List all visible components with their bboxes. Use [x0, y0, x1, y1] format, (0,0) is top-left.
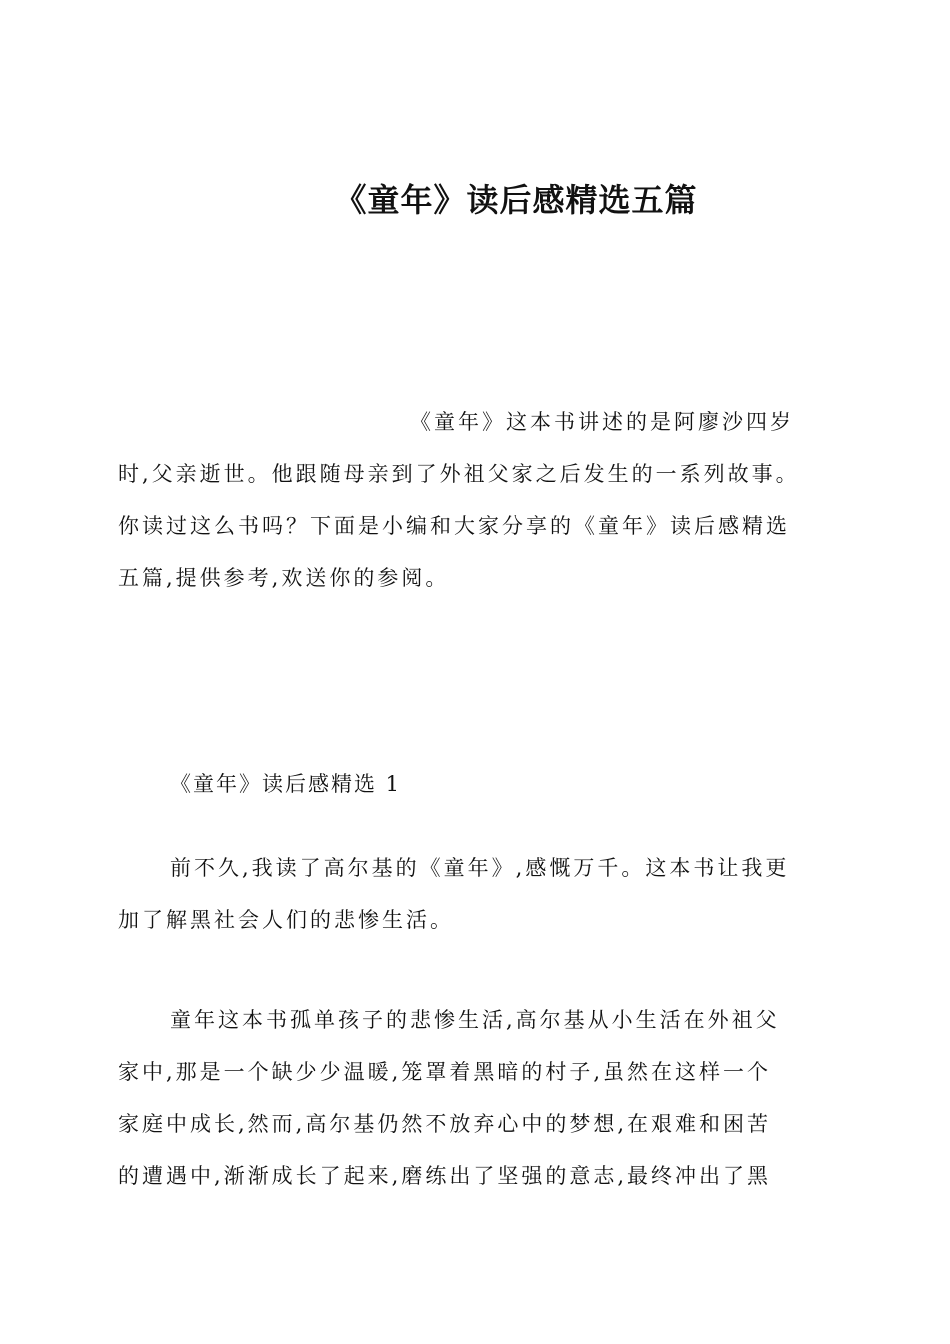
paragraph-line: 童年这本书孤单孩子的悲惨生活,高尔基从小生活在外祖父	[170, 1008, 780, 1032]
document-title: 《童年》读后感精选五篇	[334, 181, 698, 219]
paragraph-line: 家庭中成长,然而,高尔基仍然不放弃心中的梦想,在艰难和困苦	[118, 1112, 772, 1136]
paragraph-line: 家中,那是一个缺少少温暖,笼罩着黑暗的村子,虽然在这样一个	[118, 1060, 772, 1084]
intro-line: 五篇,提供参考,欢送你的参阅。	[118, 566, 450, 590]
body-paragraph-2	[118, 994, 834, 1202]
paragraph-line: 前不久,我读了高尔基的《童年》,感慨万千。这本书让我更	[170, 856, 790, 880]
section-heading-1: 《童年》读后感精选 1	[170, 772, 402, 796]
intro-line: 你读过这么书吗？下面是小编和大家分享的《童年》读后感精选	[118, 514, 790, 538]
intro-paragraph	[118, 396, 834, 604]
body-paragraph-1	[118, 842, 834, 946]
paragraph-line: 加了解黑社会人们的悲惨生活。	[118, 908, 454, 932]
intro-line: 《童年》这本书讲述的是阿廖沙四岁	[410, 410, 794, 434]
paragraph-line: 的遭遇中,渐渐成长了起来,磨练出了坚强的意志,最终冲出了黑	[118, 1164, 772, 1188]
intro-line: 时,父亲逝世。他跟随母亲到了外祖父家之后发生的一系列故事。	[118, 462, 800, 486]
